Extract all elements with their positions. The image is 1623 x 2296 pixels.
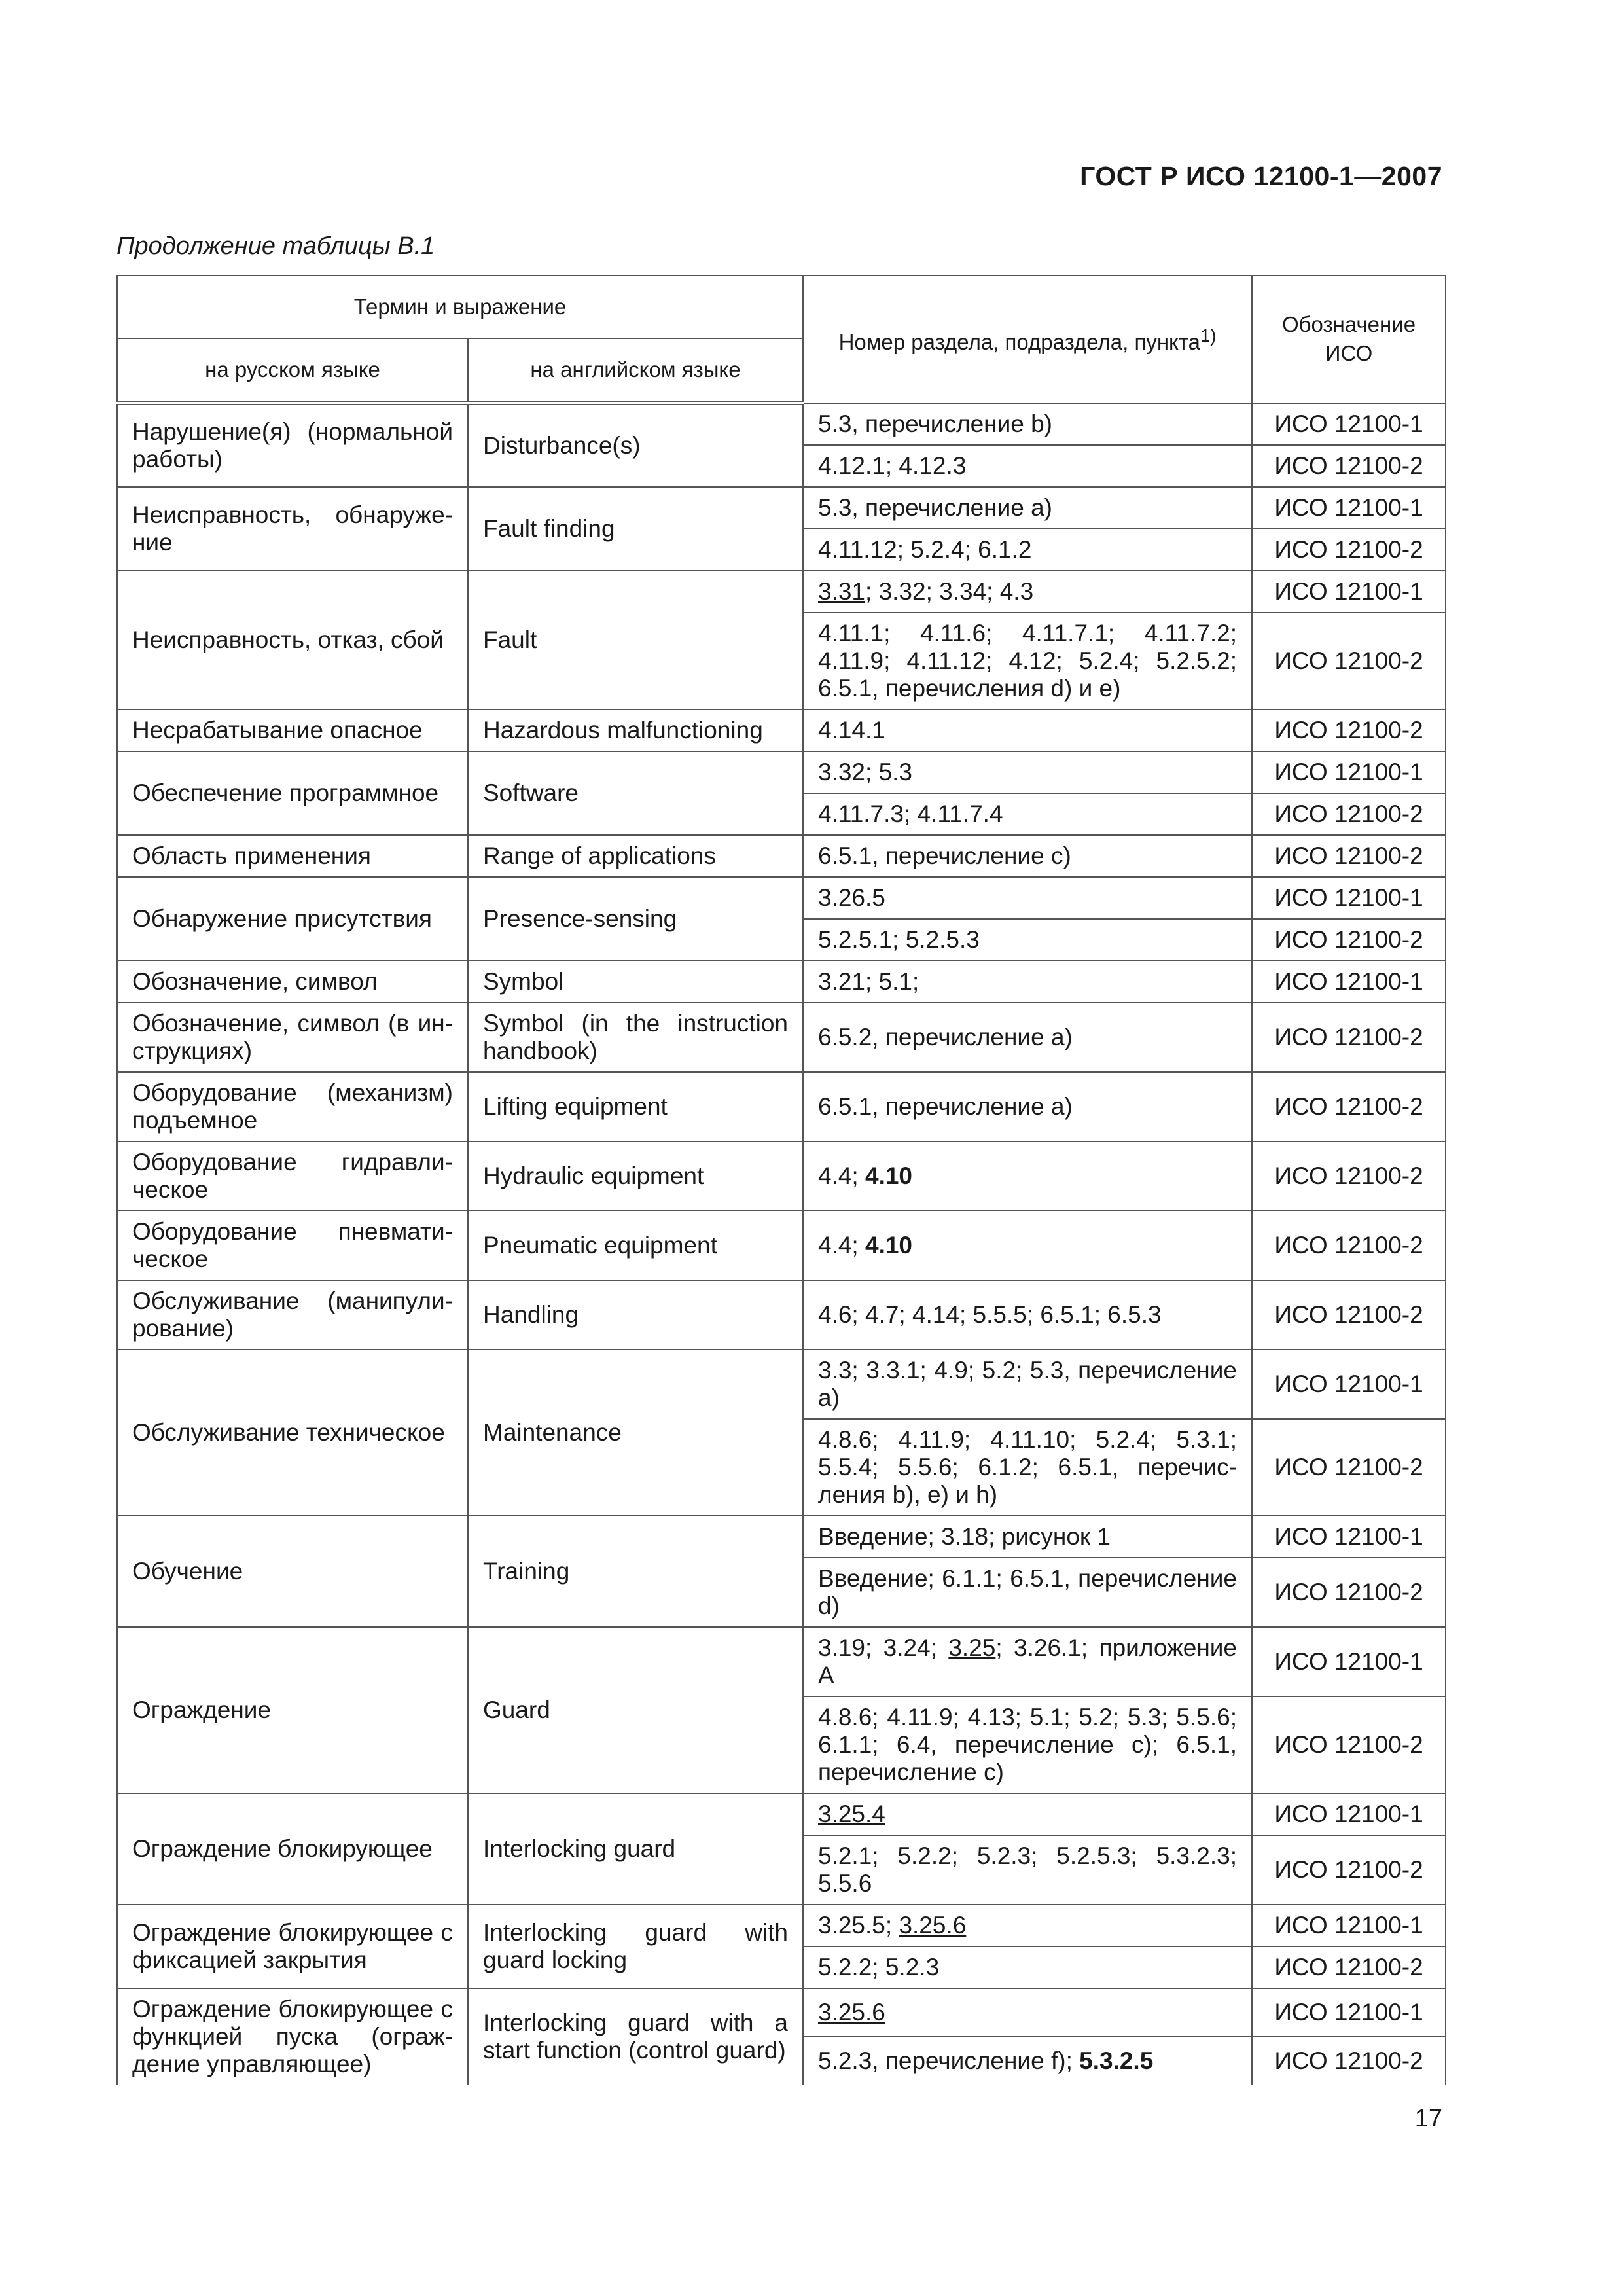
term-english: Handling [468, 1280, 803, 1350]
reference-text: 4.4; [818, 1162, 865, 1189]
iso-designation: ИСО 12100-1 [1252, 1350, 1446, 1419]
term-english: Symbol (in the instruction handbook) [468, 1003, 803, 1072]
iso-designation: ИСО 12100-1 [1252, 571, 1446, 613]
term-russian: Ограждение блокирующее [117, 1793, 468, 1905]
iso-designation: ИСО 12100-2 [1252, 835, 1446, 877]
reference-text: 5.2.1; 5.2.2; 5.2.3; 5.2.5.3; 5.3.2.3; 5.5.6 [818, 1842, 1237, 1897]
iso-designation: ИСО 12100-2 [1252, 1835, 1446, 1905]
section-reference [803, 751, 1252, 793]
underlined-reference: 3.25 [948, 1634, 996, 1661]
iso-designation: ИСО 12100-1 [1252, 961, 1446, 1003]
english-header: на английском языке [468, 338, 803, 403]
section-reference [803, 835, 1252, 877]
term-russian: Ограждение блокирующее с функцией пуска (ограждение управляющее) [117, 1988, 468, 2085]
term-russian: Обслуживание (манипулирование) [117, 1280, 468, 1350]
reference-text: 4.8.6; 4.11.9; 4.13; 5.1; 5.2; 5.3; 5.5.6; 6.1.1; 6.4, перечисление c); 6.5.1, перечисление c) [818, 1703, 1237, 1785]
term-russian: Обеспечение программное [117, 751, 468, 835]
term-russian: Несрабатывание опасное [117, 709, 468, 751]
section-reference [803, 1280, 1252, 1350]
iso-designation: ИСО 12100-1 [1252, 1905, 1446, 1946]
reference-text: 6.5.2, перечисление a) [818, 1023, 1073, 1050]
section-header-label: Номер раздела, подраздела, пункта [838, 330, 1200, 355]
section-reference [803, 1558, 1252, 1627]
term-russian: Неисправность, обнаружение [117, 487, 468, 571]
term-group-header: Термин и выражение [117, 276, 803, 338]
term-english: Interlocking guard [468, 1793, 803, 1905]
reference-text: 4.11.12; 5.2.4; 6.1.2 [818, 535, 1032, 563]
table-row [117, 961, 1446, 1003]
iso-designation: ИСО 12100-2 [1252, 1280, 1446, 1350]
section-reference [803, 877, 1252, 919]
iso-designation: ИСО 12100-1 [1252, 403, 1446, 445]
reference-text: Введение; 3.18; рисунок 1 [818, 1522, 1111, 1550]
iso-designation: ИСО 12100-2 [1252, 1072, 1446, 1141]
table-row [117, 1003, 1446, 1072]
iso-designation: ИСО 12100-1 [1252, 1516, 1446, 1558]
iso-designation: ИСО 12100-1 [1252, 877, 1446, 919]
section-reference [803, 1696, 1252, 1793]
bold-reference: 5.3.2.5 [1079, 2047, 1154, 2074]
iso-designation: ИСО 12100-2 [1252, 1211, 1446, 1280]
section-reference [803, 2037, 1252, 2085]
section-reference [803, 613, 1252, 709]
iso-header [1252, 276, 1446, 403]
section-reference [803, 919, 1252, 961]
section-reference [803, 403, 1252, 445]
bold-reference: 4.10 [865, 1162, 913, 1189]
term-english: Hydraulic equipment [468, 1141, 803, 1211]
reference-text: 6.5.1, перечисление c) [818, 842, 1071, 869]
table-body [117, 403, 1446, 2085]
term-russian: Неисправность, отказ, сбой [117, 571, 468, 709]
term-english: Interlocking guard with guard locking [468, 1905, 803, 1988]
term-english: Range of applications [468, 835, 803, 877]
reference-text: 3.21; 5.1; [818, 967, 919, 995]
table-row [117, 709, 1446, 751]
table-row [117, 571, 1446, 613]
reference-text: 5.3, перечисление b) [818, 410, 1053, 437]
reference-text: 3.32; 5.3 [818, 758, 913, 785]
underlined-reference: 3.31 [818, 577, 866, 605]
table-row [117, 1350, 1446, 1419]
table-row [117, 1141, 1446, 1211]
table-caption: Продолжение таблицы В.1 [116, 232, 435, 260]
iso-header-line1: Обозначение [1281, 312, 1416, 337]
section-reference [803, 1946, 1252, 1988]
table-row [117, 1627, 1446, 1696]
section-reference [803, 1988, 1252, 2037]
section-reference [803, 1072, 1252, 1141]
term-english: Presence-sensing [468, 877, 803, 961]
term-english: Fault [468, 571, 803, 709]
reference-text: 3.25.5; [818, 1911, 899, 1939]
reference-text: 3.19; 3.24; [818, 1634, 949, 1661]
section-reference [803, 793, 1252, 835]
russian-header: на русском языке [117, 338, 468, 403]
section-reference [803, 1211, 1252, 1280]
reference-text: Введение; 6.1.1; 6.5.1, перечисление d) [818, 1564, 1237, 1619]
iso-designation: ИСО 12100-1 [1252, 1627, 1446, 1696]
term-english: Guard [468, 1627, 803, 1793]
section-reference [803, 487, 1252, 529]
term-russian: Ограждение [117, 1627, 468, 1793]
iso-designation: ИСО 12100-2 [1252, 529, 1446, 571]
reference-text: 5.2.5.1; 5.2.5.3 [818, 925, 980, 953]
term-russian: Обозначение, символ [117, 961, 468, 1003]
table-row [117, 1793, 1446, 1835]
iso-designation: ИСО 12100-1 [1252, 751, 1446, 793]
section-reference [803, 709, 1252, 751]
underlined-reference: 3.25.4 [818, 1800, 885, 1827]
bold-reference: 4.10 [865, 1231, 913, 1259]
table-row [117, 1280, 1446, 1350]
section-reference [803, 1419, 1252, 1516]
iso-designation: ИСО 12100-2 [1252, 919, 1446, 961]
term-russian: Обслуживание техническое [117, 1350, 468, 1516]
table-row [117, 751, 1446, 793]
document-header: ГОСТ Р ИСО 12100-1—2007 [1080, 161, 1442, 191]
term-russian: Ограждение блокирующее с фиксацией закрытия [117, 1905, 468, 1988]
section-reference [803, 1627, 1252, 1696]
reference-text: 5.2.2; 5.2.3 [818, 1953, 940, 1981]
section-reference [803, 1516, 1252, 1558]
iso-designation: ИСО 12100-2 [1252, 793, 1446, 835]
reference-text: ; 3.26.1; приложение A [818, 1634, 1237, 1689]
term-english: Disturbance(s) [468, 403, 803, 487]
table-row [117, 1905, 1446, 1946]
iso-designation: ИСО 12100-2 [1252, 1558, 1446, 1627]
term-english: Training [468, 1516, 803, 1627]
table-row [117, 1211, 1446, 1280]
table-row [117, 1988, 1446, 2037]
section-reference [803, 529, 1252, 571]
iso-designation: ИСО 12100-2 [1252, 2037, 1446, 2085]
section-reference [803, 1793, 1252, 1835]
table-head [117, 276, 1446, 403]
term-english: Maintenance [468, 1350, 803, 1516]
iso-designation: ИСО 12100-1 [1252, 1793, 1446, 1835]
reference-text: 3.3; 3.3.1; 4.9; 5.2; 5.3, перечисление a) [818, 1356, 1237, 1411]
iso-designation: ИСО 12100-2 [1252, 1946, 1446, 1988]
term-english: Lifting equipment [468, 1072, 803, 1141]
terms-table [116, 275, 1446, 2085]
table-row [117, 403, 1446, 445]
term-english: Software [468, 751, 803, 835]
reference-text: 4.14.1 [818, 716, 885, 744]
iso-designation: ИСО 12100-2 [1252, 1696, 1446, 1793]
reference-text: 5.3, перечисление a) [818, 493, 1053, 521]
reference-text: 4.12.1; 4.12.3 [818, 452, 967, 479]
underlined-reference: 3.25.6 [899, 1911, 967, 1939]
reference-text: 5.2.3, перечисление f); [818, 2047, 1080, 2074]
iso-designation: ИСО 12100-1 [1252, 487, 1446, 529]
table-row [117, 835, 1446, 877]
iso-designation: ИСО 12100-1 [1252, 1988, 1446, 2037]
underlined-reference: 3.25.6 [818, 1998, 885, 2026]
section-header [803, 276, 1252, 403]
reference-text: 4.11.7.3; 4.11.7.4 [818, 800, 1003, 827]
term-russian: Нарушение(я) (нормальной работы) [117, 403, 468, 487]
reference-text: 3.26.5 [818, 884, 885, 911]
iso-designation: ИСО 12100-2 [1252, 1141, 1446, 1211]
section-reference [803, 1350, 1252, 1419]
table-row [117, 877, 1446, 919]
term-russian: Оборудование (механизм) подъемное [117, 1072, 468, 1141]
reference-text: 4.8.6; 4.11.9; 4.11.10; 5.2.4; 5.3.1; 5.5.4; 5.5.6; 6.1.2; 6.5.1, перечисления b), e) и h) [818, 1426, 1237, 1508]
section-reference [803, 1141, 1252, 1211]
term-english: Hazardous malfunctioning [468, 709, 803, 751]
term-english: Symbol [468, 961, 803, 1003]
iso-header-line2: ИСО [1325, 341, 1373, 366]
term-english: Interlocking guard with a start function (control guard) [468, 1988, 803, 2085]
section-reference [803, 1905, 1252, 1946]
term-russian: Обнаружение присутствия [117, 877, 468, 961]
table-row [117, 1516, 1446, 1558]
iso-designation: ИСО 12100-2 [1252, 613, 1446, 709]
iso-designation: ИСО 12100-2 [1252, 709, 1446, 751]
term-english: Pneumatic equipment [468, 1211, 803, 1280]
reference-text: 4.11.1; 4.11.6; 4.11.7.1; 4.11.7.2; 4.11.9; 4.11.12; 4.12; 5.2.4; 5.2.5.2; 6.5.1, перечисления d) и e) [818, 619, 1237, 702]
page-number: 17 [1414, 2105, 1442, 2132]
iso-designation: ИСО 12100-2 [1252, 445, 1446, 487]
table-row [117, 1072, 1446, 1141]
iso-designation: ИСО 12100-2 [1252, 1003, 1446, 1072]
section-reference [803, 1003, 1252, 1072]
iso-designation: ИСО 12100-2 [1252, 1419, 1446, 1516]
term-russian: Обучение [117, 1516, 468, 1627]
reference-text: 4.6; 4.7; 4.14; 5.5.5; 6.5.1; 6.5.3 [818, 1300, 1162, 1328]
reference-text: ; 3.32; 3.34; 4.3 [865, 577, 1034, 605]
footnote-mark: 1) [1200, 325, 1217, 346]
reference-text: 6.5.1, перечисление a) [818, 1092, 1073, 1120]
section-reference [803, 1835, 1252, 1905]
section-reference [803, 961, 1252, 1003]
section-reference [803, 445, 1252, 487]
term-russian: Область применения [117, 835, 468, 877]
section-reference [803, 571, 1252, 613]
term-russian: Обозначение, символ (в инструкциях) [117, 1003, 468, 1072]
term-russian: Оборудование пневматическое [117, 1211, 468, 1280]
term-english: Fault finding [468, 487, 803, 571]
reference-text: 4.4; [818, 1231, 865, 1259]
table-row [117, 487, 1446, 529]
term-russian: Оборудование гидравлическое [117, 1141, 468, 1211]
